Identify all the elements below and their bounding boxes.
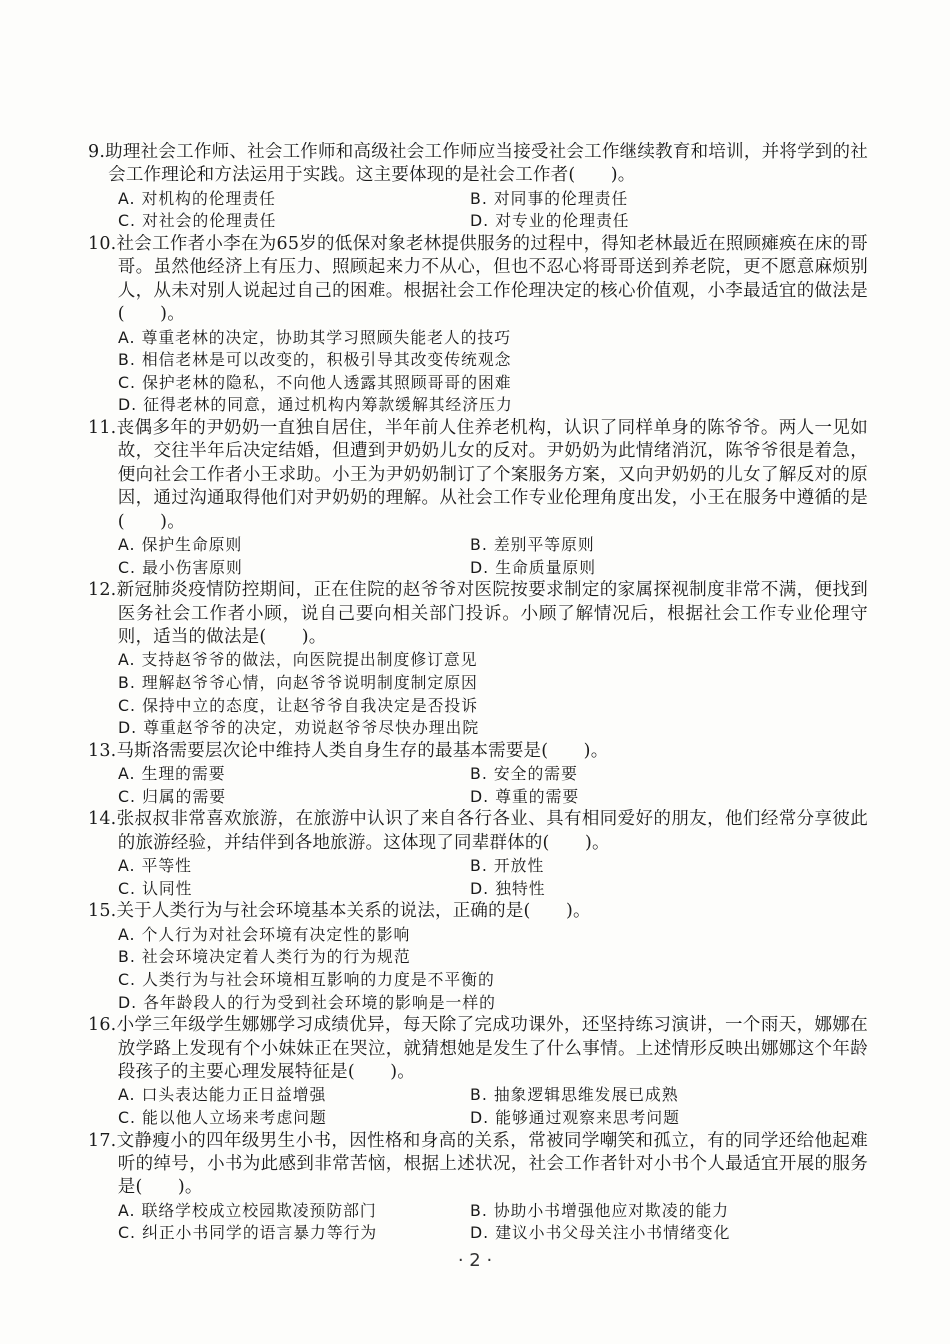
question-text: 文静瘦小的四年级男生小书，因性格和身高的关系，常被同学嘲笑和孤立，有的同学还给他起难听的绰号，小书为此感到非常苦恼，根据上述状况，社会工作者针对小书个人最适宜开展的服务是( )。 [116,1130,868,1198]
option-d: D. 能够通过观察来思考问题 [470,1108,680,1127]
option-c: C. 认同性 [118,878,193,898]
question-number: 14. [88,809,117,830]
option-c: C. 纠正小书同学的语言暴力等行为 [118,1223,378,1243]
question-number: 17. [88,1130,117,1151]
option-a: A. 口头表达能力正日益增强 [118,1085,327,1105]
option-a: A. 对机构的伦理责任 [118,188,276,208]
question-stem [88,233,868,327]
option-a: A. 平等性 [118,856,192,876]
question-16 [88,1014,868,1129]
option-c: C. 对社会的伦理责任 [118,211,277,231]
option-a: A. 个人行为对社会环境有决定性的影响 [118,924,411,944]
question-stem [88,808,868,855]
page-number: · 2 · [457,1250,493,1271]
question-15 [88,900,868,1014]
option-group [88,649,868,739]
option-b: B. 抽象逻辑思维发展已成熟 [470,1085,679,1105]
question-stem [88,579,868,649]
option-a: A. 尊重老林的决定，协助其学习照顾失能老人的技巧 [118,327,512,347]
option-b: B. 安全的需要 [470,764,578,784]
option-group [88,534,868,579]
question-text: 关于人类行为与社会环境基本关系的说法，正确的是( )。 [116,901,591,922]
option-group [88,188,868,233]
option-c: C. 归属的需要 [118,786,227,806]
option-d: D. 征得老林的同意，通过机构内筹款缓解其经济压力 [118,395,513,415]
question-text: 助理社会工作师、社会工作师和高级社会工作师应当接受社会工作继续教育和培训，并将学到的社会工作理论和方法运用于实践。这主要体现的是社会工作者( )。 [105,142,868,186]
option-d: D. 建议小书父母关注小书情绪变化 [470,1223,731,1243]
question-number: 11. [88,418,117,438]
question-text: 社会工作者小李在为65岁的低保对象老林提供服务的过程中，得知老林最近在照顾瘫痪在床的哥哥。虽然他经济上有压力、照顾起来力不从心，但也不忍心将哥哥送到养老院，更不愿意麻烦别人，从未对别人说起过自己的困难。根据社会工作伦理决定的核心价值观，小李最适宜的做法是( )。 [116,234,868,325]
option-c: C. 保持中立的态度，让赵爷爷自我决定是否投诉 [118,695,479,715]
question-12 [88,579,868,740]
question-number: 9. [88,142,106,162]
question-text: 丧偶多年的尹奶奶一直独自居住，半年前人住养老机构，认识了同样单身的陈爷爷。两人一见如故，交往半年后决定结婚，但遭到尹奶奶儿女的反对。尹奶奶为此情绪消沉，陈爷爷很是着急，便向社会工作者小王求助。小王为尹奶奶制订了个案服务方案，又向尹奶奶的儿女了解反对的原因，通过沟通取得他们对尹奶奶的理解。从社会工作专业伦理角度出发，小王在服务中遵循的是( )。 [116,418,868,532]
question-text: 马斯洛需要层次论中维持人类自身生存的最基本需要是( )。 [116,740,609,761]
option-d: D. 独特性 [470,878,546,898]
question-stem [88,1130,868,1200]
option-a: A. 支持赵爷爷的做法，向医院提出制度修订意见 [118,650,478,670]
question-stem [88,900,868,923]
question-10 [88,233,868,417]
option-b: B. 社会环境决定着人类行为的行为规范 [118,947,411,967]
option-b: B. 开放性 [470,856,545,876]
question-13 [88,740,868,809]
option-group [88,855,868,900]
option-b: B. 相信老林是可以改变的，积极引导其改变传统观念 [118,350,512,370]
option-c: C. 能以他人立场来考虑问题 [118,1108,327,1127]
question-text: 张叔叔非常喜欢旅游，在旅游中认识了来自各行各业、具有相同爱好的朋友，他们经常分享彼此的旅游经验，并结伴到各地旅游。这体现了同辈群体的( )。 [116,809,868,853]
option-group [88,327,868,417]
question-number: 15. [88,901,117,922]
option-b: B. 理解赵爷爷心情，向赵爷爷说明制度制定原因 [118,673,478,693]
question-list [88,141,868,1245]
question-number: 13. [88,740,117,761]
question-stem [88,1014,868,1084]
question-number: 16. [88,1015,117,1036]
option-d: D. 尊重的需要 [470,786,580,806]
option-c: C. 人类行为与社会环境相互影响的力度是不平衡的 [118,970,495,989]
option-b: B. 差别平等原则 [470,535,595,555]
option-b: B. 对同事的伦理责任 [470,188,629,208]
question-text: 新冠肺炎疫情防控期间，正在住院的赵爷爷对医院按要求制定的家属探视制度非常不满，便找到医务社会工作者小顾，说自己要向相关部门投诉。小顾了解情况后，根据社会工作专业伦理守则，适当的做法是( )。 [116,580,868,648]
option-group [88,1200,868,1245]
question-text: 小学三年级学生娜娜学习成绩优异，每天除了完成功课外，还坚持练习演讲，一个雨天，娜娜在放学路上发现有个小妹妹正在哭泣，就猜想她是发生了什么事情。上述情形反映出娜娜这个年龄段孩子的主要心理发展特征是( )。 [116,1015,868,1082]
question-stem [88,417,868,534]
option-d: D. 对专业的伦理责任 [470,211,630,231]
option-group [88,924,868,1014]
option-c: C. 保护老林的隐私，不向他人透露其照顾哥哥的困难 [118,372,512,392]
question-stem [88,740,868,763]
question-number: 12. [88,580,117,601]
question-9 [88,141,868,233]
question-11 [88,417,868,579]
option-d: D. 尊重赵爷爷的决定，劝说赵爷爷尽快办理出院 [118,718,480,738]
question-number: 10. [88,234,117,254]
option-d: D. 生命质量原则 [470,557,596,577]
option-c: C. 最小伤害原则 [118,557,243,577]
option-a: A. 生理的需要 [118,764,226,784]
option-a: A. 保护生命原则 [118,535,243,555]
option-b: B. 协助小书增强他应对欺凌的能力 [470,1200,730,1220]
option-group [88,763,868,808]
question-stem [88,141,868,188]
option-d: D. 各年龄段人的行为受到社会环境的影响是一样的 [118,992,496,1012]
question-17 [88,1130,868,1245]
option-group [88,1084,868,1129]
question-14 [88,808,868,900]
option-a: A. 联络学校成立校园欺凌预防部门 [118,1200,377,1220]
